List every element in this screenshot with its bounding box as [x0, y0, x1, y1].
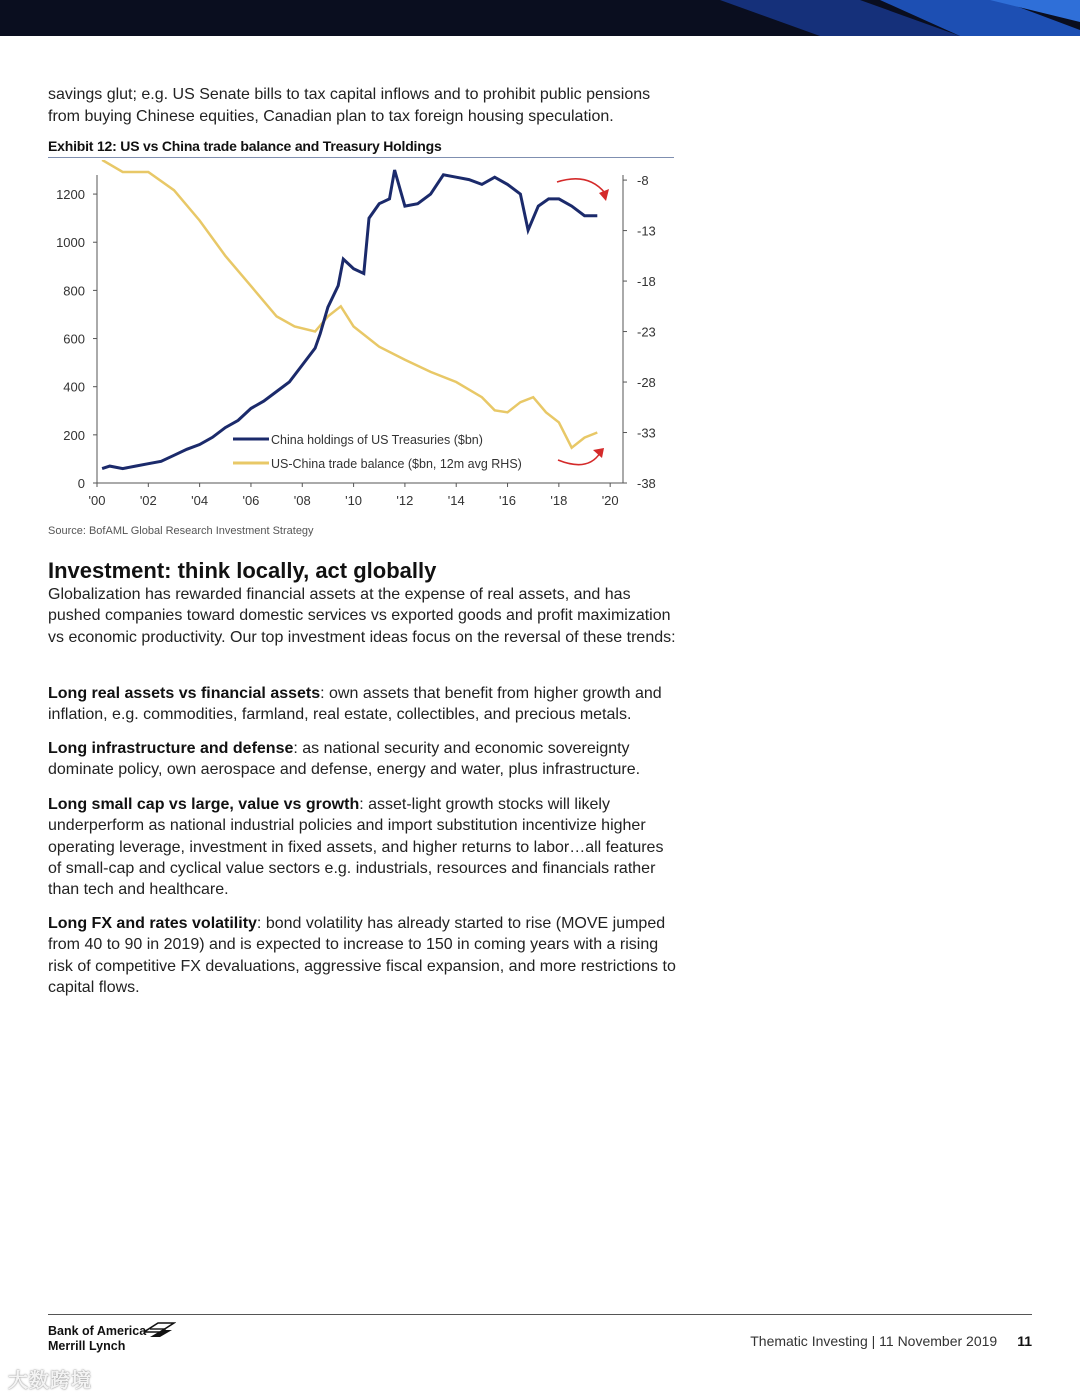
y-right-tick-label: -38 [637, 476, 656, 491]
arrow-down-right-icon [557, 179, 609, 201]
report-title: Thematic Investing | 11 November 2019 [750, 1333, 998, 1349]
y-right-tick-label: -13 [637, 223, 656, 239]
idea-text: : asset-light growth stocks will likely underperform as national industrial policies and import substitution incentivize higher operating leverage, investment in fixed assets, and higher returns to labor…all features of small-cap and cyclical value sectors e.g. industrials, resources and financials rather than tech and healthcare. [48, 796, 664, 899]
chart-legend [233, 433, 522, 471]
logo-line-1: Bank of America [48, 1324, 147, 1338]
banner-graphic [0, 0, 1080, 36]
idea-text: : as national security and economic sovereignty dominate policy, own aerospace and defense, energy and water, plus infrastructure. [48, 740, 641, 779]
idea-title: Long small cap vs large, value vs growth [48, 796, 360, 813]
x-tick-label: '20 [601, 493, 619, 508]
y-left-tick-label: 0 [77, 476, 85, 491]
chart-source: Source: BofAML Global Research Investment Strategy [48, 525, 314, 537]
page-number: 11 [1017, 1333, 1032, 1349]
x-tick-label: '14 [447, 493, 465, 508]
logo-line-2: Merrill Lynch [48, 1339, 126, 1353]
y-left-tick-label: 600 [63, 331, 85, 347]
y-right-tick-label: -28 [637, 375, 656, 391]
section-heading: Investment: think locally, act globally [48, 558, 437, 583]
idea-text: : bond volatility has already started to rise (MOVE jumped from 40 to 90 in 2019) and is expected to increase to 150 in coming years with a rising risk of competitive FX devaluations, aggressive fiscal expansion, and more restrictions to capital flows. [48, 915, 676, 996]
footer-divider [48, 1314, 1032, 1315]
x-tick-label: '12 [396, 493, 414, 508]
idea-real-assets [48, 683, 680, 726]
y-left-tick-label: 200 [63, 427, 85, 443]
y-left-tick-label: 400 [63, 379, 85, 395]
y-left-tick-label: 1200 [56, 187, 85, 203]
x-tick-label: '16 [499, 493, 517, 508]
idea-title: Long real assets vs financial assets [48, 685, 321, 702]
x-tick-label: '06 [242, 493, 260, 508]
y-right-tick-label: -23 [637, 324, 656, 340]
x-tick-label: '00 [88, 493, 106, 508]
bank-logo [48, 1324, 146, 1354]
x-tick-label: '08 [293, 493, 311, 508]
x-tick-label: '10 [345, 493, 363, 508]
idea-text: : own assets that benefit from higher growth and inflation, e.g. commodities, farmland, real estate, collectibles, and precious metals. [48, 685, 662, 724]
legend-trade-label: US-China trade balance ($bn, 12m avg RHS) [271, 457, 522, 471]
flag-icon [144, 1322, 176, 1338]
x-tick-label: '04 [191, 493, 209, 508]
watermark: 大数跨境 [8, 1370, 92, 1392]
arrow-up-right-icon [558, 448, 604, 465]
y-right-tick-label: -8 [637, 173, 649, 189]
idea-title: Long infrastructure and defense [48, 740, 294, 757]
footer-info [750, 1333, 1032, 1349]
exhibit-chart [40, 160, 680, 520]
exhibit-title: Exhibit 12: US vs China trade balance and Treasury Holdings [48, 138, 674, 158]
header-banner [0, 0, 1080, 36]
idea-small-cap [48, 794, 680, 900]
section-intro: Globalization has rewarded financial assets at the expense of real assets, and has pushed companies toward domestic services vs exported goods and profit maximization vs economic productivity. Our top investment ideas focus on the reversal of these trends: [48, 586, 676, 646]
idea-title: Long FX and rates volatility [48, 915, 257, 932]
idea-fx-volatility [48, 913, 680, 998]
intro-paragraph: savings glut; e.g. US Senate bills to tax capital inflows and to prohibit public pensions from buying Chinese equities, Canadian plan to tax foreign housing speculation. [48, 86, 651, 125]
x-tick-label: '18 [550, 493, 568, 508]
y-right-tick-label: -33 [637, 425, 656, 441]
idea-infrastructure [48, 738, 680, 781]
legend-holdings-label: China holdings of US Treasuries ($bn) [271, 433, 483, 447]
x-tick-label: '02 [139, 493, 157, 508]
y-right-tick-label: -18 [637, 274, 656, 290]
y-left-tick-label: 800 [63, 283, 85, 299]
y-left-tick-label: 1000 [56, 235, 85, 251]
